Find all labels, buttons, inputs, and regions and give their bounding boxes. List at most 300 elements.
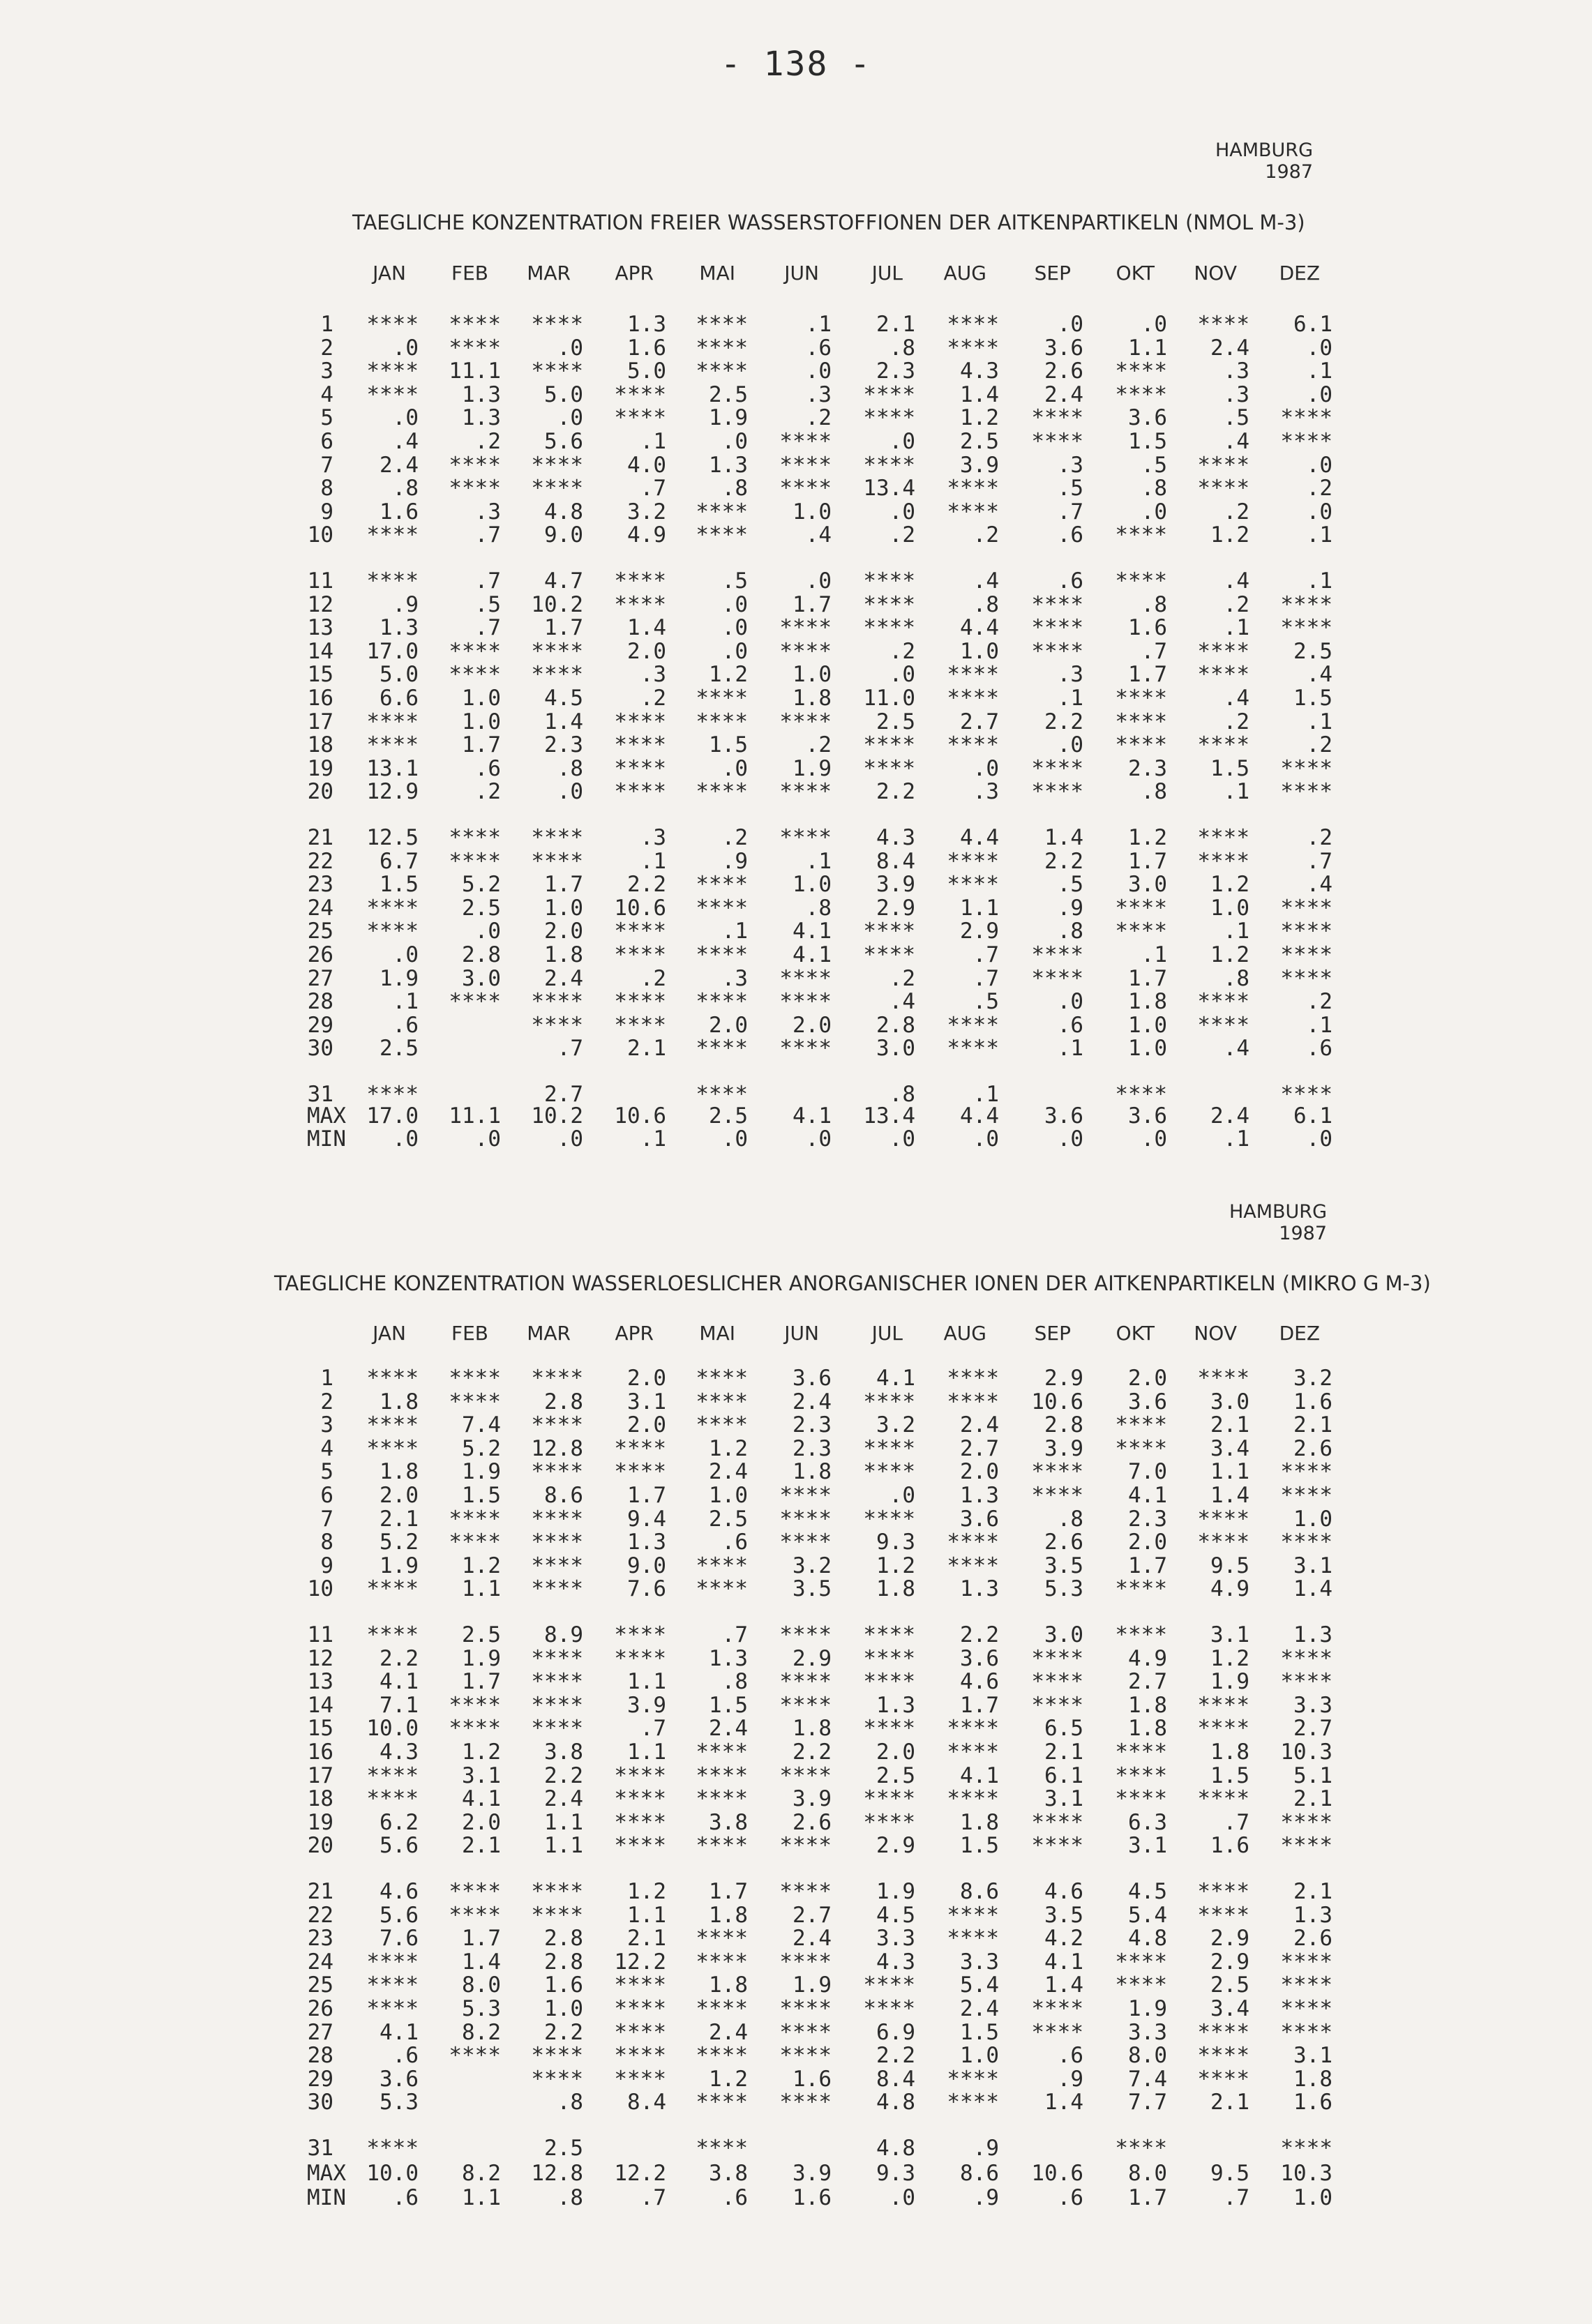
table-cell: **** bbox=[696, 1389, 748, 1414]
table-cell: .2 bbox=[721, 825, 748, 850]
table-cell: 1.6 bbox=[1128, 615, 1167, 641]
table-cell: 2.2 bbox=[793, 1740, 832, 1765]
table-cell: 8.4 bbox=[876, 848, 915, 874]
table-cell: 10.6 bbox=[1031, 1389, 1083, 1414]
table-cell: 2.0 bbox=[709, 1012, 748, 1038]
table-cell: **** bbox=[449, 452, 501, 478]
table-cell: 4.1 bbox=[793, 919, 832, 944]
table-cell: **** bbox=[449, 1506, 501, 1532]
table-cell: 3.1 bbox=[627, 1389, 666, 1414]
table-cell: **** bbox=[1115, 1972, 1167, 1998]
table-cell: 3.2 bbox=[1293, 1366, 1332, 1391]
table-cell: 8.9 bbox=[544, 1622, 583, 1647]
table-cell: **** bbox=[366, 1972, 419, 1998]
table-cell: 1.5 bbox=[960, 1833, 999, 1859]
table-cell: 3.3 bbox=[1128, 2019, 1167, 2045]
month-header: MAI bbox=[699, 262, 735, 285]
summary-cell: 3.6 bbox=[1128, 1103, 1167, 1129]
table-cell: 4.6 bbox=[1044, 1879, 1083, 1904]
table-cell: **** bbox=[947, 1740, 999, 1765]
table-cell: 1.1 bbox=[544, 1809, 583, 1835]
table-cell: **** bbox=[1115, 686, 1167, 711]
table-cell: 2.8 bbox=[1044, 1412, 1083, 1438]
table-cell: **** bbox=[1197, 1530, 1249, 1555]
table-cell: 3.2 bbox=[627, 499, 666, 525]
table-cell: 2.0 bbox=[627, 638, 666, 664]
table-cell: 4.5 bbox=[1128, 1879, 1167, 1904]
summary-cell: .1 bbox=[1223, 1126, 1249, 1152]
table-cell: 3.9 bbox=[876, 872, 915, 898]
table-cell: .3 bbox=[805, 382, 832, 407]
table-cell: .8 bbox=[721, 1669, 748, 1695]
table-cell: 1.6 bbox=[544, 1972, 583, 1998]
table-cell: .2 bbox=[889, 965, 915, 991]
table-cell: 1.9 bbox=[793, 1972, 832, 1998]
table-cell: **** bbox=[779, 476, 832, 501]
table-cell: 1.2 bbox=[709, 662, 748, 688]
table-cell: **** bbox=[1115, 1740, 1167, 1765]
table-cell: 1.0 bbox=[793, 662, 832, 688]
table-cell: .1 bbox=[973, 1082, 999, 1107]
day-label: 17 bbox=[307, 709, 333, 734]
table-cell: **** bbox=[1031, 405, 1083, 431]
table-cell: **** bbox=[863, 732, 915, 758]
day-label: 3 bbox=[320, 1412, 333, 1438]
table-cell: **** bbox=[531, 1902, 583, 1928]
month-header: JUL bbox=[871, 262, 903, 285]
table-cell: 1.6 bbox=[627, 335, 666, 361]
day-label: 15 bbox=[307, 662, 333, 688]
table-cell: **** bbox=[779, 1833, 832, 1859]
month-header: NOV bbox=[1194, 1322, 1237, 1345]
table-cell: .0 bbox=[889, 1483, 915, 1508]
table-cell: **** bbox=[366, 1949, 419, 1975]
table-cell: 3.6 bbox=[380, 2066, 419, 2092]
table-cell: **** bbox=[863, 568, 915, 594]
table-cell: **** bbox=[1280, 942, 1332, 967]
table-cell: 1.4 bbox=[544, 709, 583, 734]
summary-cell: 1.6 bbox=[793, 2185, 832, 2210]
table-cell: 2.3 bbox=[1128, 755, 1167, 781]
summary-cell: .7 bbox=[1223, 2185, 1249, 2210]
table-cell: **** bbox=[696, 1763, 748, 1788]
summary-cell: 1.7 bbox=[1128, 2185, 1167, 2210]
table-cell: 1.0 bbox=[1128, 1036, 1167, 1062]
table-cell: **** bbox=[531, 1412, 583, 1438]
table-cell: **** bbox=[614, 591, 666, 617]
table-cell: 2.1 bbox=[1044, 1740, 1083, 1765]
table-cell: 3.6 bbox=[793, 1366, 832, 1391]
table-cell: .9 bbox=[1057, 895, 1083, 921]
table-cell: 2.1 bbox=[1210, 1412, 1249, 1438]
table-cell: .2 bbox=[889, 638, 915, 664]
table-cell: .2 bbox=[1223, 591, 1249, 617]
table-cell: **** bbox=[614, 989, 666, 1015]
table-cell: **** bbox=[614, 1786, 666, 1812]
table-cell: **** bbox=[696, 779, 748, 805]
table-cell: **** bbox=[531, 2066, 583, 2092]
table-cell: **** bbox=[696, 1576, 748, 1602]
table-cell: 4.9 bbox=[1210, 1576, 1249, 1602]
table-cell: **** bbox=[863, 1506, 915, 1532]
table-cell: 10.2 bbox=[531, 591, 583, 617]
table-cell: 2.4 bbox=[793, 1926, 832, 1952]
table-cell: .4 bbox=[889, 989, 915, 1015]
table-cell: 1.8 bbox=[793, 1716, 832, 1742]
table-cell: 1.7 bbox=[1128, 1553, 1167, 1578]
table-cell: **** bbox=[449, 1879, 501, 1904]
summary-cell: 3.6 bbox=[1044, 1103, 1083, 1129]
table-cell: **** bbox=[1031, 1809, 1083, 1835]
table-cell: 4.1 bbox=[876, 1366, 915, 1391]
table-cell: 12.2 bbox=[614, 1949, 666, 1975]
table-cell: **** bbox=[863, 1459, 915, 1485]
table-cell: 8.2 bbox=[462, 2019, 501, 2045]
table-cell: 1.5 bbox=[709, 1692, 748, 1718]
table-cell: 3.1 bbox=[1293, 2043, 1332, 2069]
table-cell: .0 bbox=[805, 568, 832, 594]
table-cell: 7.7 bbox=[1128, 2090, 1167, 2115]
table-cell: 5.4 bbox=[960, 1972, 999, 1998]
day-label: 12 bbox=[307, 591, 333, 617]
table-cell: .7 bbox=[721, 1622, 748, 1647]
table-cell: 2.9 bbox=[1210, 1926, 1249, 1952]
table-cell: 2.0 bbox=[876, 1740, 915, 1765]
table-cell: 1.2 bbox=[1210, 522, 1249, 548]
table-cell: .1 bbox=[1306, 359, 1332, 384]
table-cell: **** bbox=[779, 1669, 832, 1695]
table-cell: **** bbox=[614, 1809, 666, 1835]
table-cell: 1.9 bbox=[793, 755, 832, 781]
table-cell: **** bbox=[1031, 2019, 1083, 2045]
table-cell: 1.3 bbox=[876, 1692, 915, 1718]
table-cell: 1.1 bbox=[627, 1902, 666, 1928]
table-cell: 7.4 bbox=[1128, 2066, 1167, 2092]
table-cell: 1.8 bbox=[1210, 1740, 1249, 1765]
day-label: 18 bbox=[307, 732, 333, 758]
table-cell: 2.2 bbox=[1044, 848, 1083, 874]
table-cell: 2.0 bbox=[793, 1012, 832, 1038]
table-cell: .7 bbox=[1306, 848, 1332, 874]
month-header: MAR bbox=[527, 1322, 571, 1345]
table-cell: 7.6 bbox=[627, 1576, 666, 1602]
table-cell: 1.3 bbox=[1293, 1622, 1332, 1647]
summary-cell: 1.0 bbox=[1293, 2185, 1332, 2210]
table-cell: 4.2 bbox=[1044, 1926, 1083, 1952]
table-cell: .0 bbox=[721, 638, 748, 664]
table-cell: .0 bbox=[1306, 335, 1332, 361]
table-cell: **** bbox=[1280, 1809, 1332, 1835]
table-cell: 2.5 bbox=[462, 895, 501, 921]
table-cell: 1.7 bbox=[1128, 848, 1167, 874]
table-cell: 1.1 bbox=[1128, 335, 1167, 361]
table-cell: 2.2 bbox=[876, 779, 915, 805]
table-cell: 2.8 bbox=[544, 1389, 583, 1414]
table-cell: **** bbox=[449, 825, 501, 850]
month-header: JAN bbox=[373, 1322, 406, 1345]
table-cell: 4.4 bbox=[960, 615, 999, 641]
table-cell: 2.3 bbox=[544, 732, 583, 758]
table-cell: .1 bbox=[805, 312, 832, 337]
table-cell: .7 bbox=[640, 1716, 666, 1742]
table-cell: 2.3 bbox=[793, 1435, 832, 1461]
table-cell: **** bbox=[696, 709, 748, 734]
table-cell: **** bbox=[779, 2090, 832, 2115]
table-cell: **** bbox=[1280, 755, 1332, 781]
table-cell: .1 bbox=[1057, 1036, 1083, 1062]
table-cell: **** bbox=[1031, 1645, 1083, 1671]
table-cell: 5.2 bbox=[380, 1530, 419, 1555]
table-cell: .3 bbox=[721, 965, 748, 991]
table-cell: **** bbox=[779, 452, 832, 478]
table-cell: 5.1 bbox=[1293, 1763, 1332, 1788]
table-cell: **** bbox=[531, 1716, 583, 1742]
day-label: 6 bbox=[320, 1483, 333, 1508]
table-cell: .1 bbox=[640, 848, 666, 874]
month-header: DEZ bbox=[1279, 262, 1320, 285]
table-cell: .1 bbox=[1306, 522, 1332, 548]
month-header: OKT bbox=[1116, 1322, 1155, 1345]
table-cell: .4 bbox=[973, 568, 999, 594]
month-header: FEB bbox=[451, 262, 488, 285]
table-cell: 6.3 bbox=[1128, 1809, 1167, 1835]
table-cell: **** bbox=[947, 1553, 999, 1578]
day-label: 9 bbox=[320, 1553, 333, 1578]
table-cell: 2.5 bbox=[1293, 638, 1332, 664]
table-cell: 1.9 bbox=[462, 1645, 501, 1671]
table-cell: 1.0 bbox=[793, 872, 832, 898]
table-cell: .2 bbox=[1306, 732, 1332, 758]
table-cell: 2.2 bbox=[380, 1645, 419, 1671]
table-cell: **** bbox=[779, 2019, 832, 2045]
table-cell: .3 bbox=[1057, 452, 1083, 478]
table-cell: 1.7 bbox=[1128, 662, 1167, 688]
table-cell: 1.9 bbox=[876, 1879, 915, 1904]
table-cell: **** bbox=[366, 1786, 419, 1812]
table-cell: 4.8 bbox=[1128, 1926, 1167, 1952]
table-cell: 3.1 bbox=[462, 1763, 501, 1788]
table-cell: **** bbox=[1115, 1949, 1167, 1975]
table-cell: 1.9 bbox=[709, 405, 748, 431]
table-cell: **** bbox=[366, 709, 419, 734]
table-cell: **** bbox=[696, 1786, 748, 1812]
table-cell: **** bbox=[779, 779, 832, 805]
summary-cell: 10.6 bbox=[1031, 2161, 1083, 2186]
table-cell: **** bbox=[531, 1366, 583, 1391]
table-cell: 6.7 bbox=[380, 848, 419, 874]
table-cell: **** bbox=[1197, 312, 1249, 337]
table-cell: 1.6 bbox=[1293, 2090, 1332, 2115]
table-cell: .0 bbox=[721, 755, 748, 781]
table-cell: 2.0 bbox=[1128, 1366, 1167, 1391]
table-cell: .0 bbox=[721, 591, 748, 617]
table-cell: 2.5 bbox=[544, 2136, 583, 2161]
summary-cell: .0 bbox=[721, 1126, 748, 1152]
table-cell: 1.0 bbox=[709, 1483, 748, 1508]
table-cell: .1 bbox=[805, 848, 832, 874]
table-cell: **** bbox=[1197, 1012, 1249, 1038]
table-cell: 1.8 bbox=[709, 1902, 748, 1928]
table-cell: **** bbox=[449, 989, 501, 1015]
table-cell: .4 bbox=[1223, 429, 1249, 454]
table-cell: **** bbox=[1115, 2136, 1167, 2161]
table-cell: 1.5 bbox=[380, 872, 419, 898]
table-cell: 1.7 bbox=[544, 872, 583, 898]
table-cell: **** bbox=[1197, 989, 1249, 1015]
table-cell: 1.2 bbox=[1128, 825, 1167, 850]
day-label: 23 bbox=[307, 872, 333, 898]
table-cell: .7 bbox=[640, 476, 666, 501]
table-cell: **** bbox=[1280, 1996, 1332, 2021]
table-cell: .6 bbox=[1057, 568, 1083, 594]
table-cell: .0 bbox=[1306, 382, 1332, 407]
summary-label: MIN bbox=[307, 2185, 346, 2210]
day-label: 8 bbox=[320, 1530, 333, 1555]
table-cell: .1 bbox=[1223, 615, 1249, 641]
table-cell: **** bbox=[449, 1530, 501, 1555]
table-cell: **** bbox=[449, 662, 501, 688]
table-cell: **** bbox=[1115, 1763, 1167, 1788]
table-cell: **** bbox=[863, 452, 915, 478]
day-label: 27 bbox=[307, 965, 333, 991]
table-cell: .6 bbox=[721, 1530, 748, 1555]
page-number: - 138 - bbox=[720, 45, 872, 84]
table-cell: **** bbox=[1115, 1786, 1167, 1812]
day-label: 6 bbox=[320, 429, 333, 454]
table-cell: **** bbox=[1115, 359, 1167, 384]
table-cell: 6.6 bbox=[380, 686, 419, 711]
table-cell: 3.9 bbox=[793, 1786, 832, 1812]
day-label: 1 bbox=[320, 312, 333, 337]
table-cell: **** bbox=[449, 1716, 501, 1742]
table-cell: **** bbox=[1197, 452, 1249, 478]
table-cell: 1.9 bbox=[462, 1459, 501, 1485]
day-label: 30 bbox=[307, 1036, 333, 1062]
table-place-year: HAMBURG 1987 bbox=[1229, 1201, 1327, 1244]
table-cell: **** bbox=[366, 1412, 419, 1438]
table-cell: **** bbox=[696, 895, 748, 921]
table-cell: 1.8 bbox=[544, 942, 583, 967]
table-cell: 2.7 bbox=[793, 1902, 832, 1928]
table-cell: 2.4 bbox=[544, 1786, 583, 1812]
table-cell: .8 bbox=[721, 476, 748, 501]
table-cell: 2.0 bbox=[627, 1412, 666, 1438]
table-cell: 1.8 bbox=[380, 1389, 419, 1414]
day-label: 19 bbox=[307, 1809, 333, 1835]
table-cell: .6 bbox=[474, 755, 501, 781]
table-cell: 2.5 bbox=[462, 1622, 501, 1647]
table-cell: 1.5 bbox=[709, 732, 748, 758]
table-cell: **** bbox=[1031, 1483, 1083, 1508]
table-cell: 2.4 bbox=[544, 965, 583, 991]
table-cell: 2.5 bbox=[709, 1506, 748, 1532]
table-cell: **** bbox=[531, 476, 583, 501]
table-cell: 8.4 bbox=[876, 2066, 915, 2092]
table-cell: .8 bbox=[1141, 779, 1167, 805]
table-cell: **** bbox=[1280, 1082, 1332, 1107]
table-cell: .8 bbox=[973, 591, 999, 617]
day-label: 26 bbox=[307, 1996, 333, 2021]
day-label: 18 bbox=[307, 1786, 333, 1812]
table-cell: 1.2 bbox=[462, 1553, 501, 1578]
table-cell: .1 bbox=[392, 989, 419, 1015]
month-header: DEZ bbox=[1279, 1322, 1320, 1345]
table-cell: 7.0 bbox=[1128, 1459, 1167, 1485]
table-cell: **** bbox=[531, 452, 583, 478]
table-cell: 13.1 bbox=[366, 755, 419, 781]
table-cell: **** bbox=[1280, 591, 1332, 617]
day-label: 29 bbox=[307, 1012, 333, 1038]
table-cell: .1 bbox=[1306, 568, 1332, 594]
table-cell: **** bbox=[449, 1692, 501, 1718]
day-label: 24 bbox=[307, 895, 333, 921]
table-cell: 2.7 bbox=[960, 1435, 999, 1461]
table-cell: **** bbox=[1031, 755, 1083, 781]
table-cell: .8 bbox=[1141, 476, 1167, 501]
table-cell: .7 bbox=[973, 942, 999, 967]
table-cell: 2.5 bbox=[876, 1763, 915, 1788]
table-cell: **** bbox=[1031, 942, 1083, 967]
table-cell: **** bbox=[1031, 615, 1083, 641]
table-cell: .1 bbox=[1057, 686, 1083, 711]
table-cell: **** bbox=[1280, 405, 1332, 431]
table-cell: .0 bbox=[1057, 989, 1083, 1015]
table-cell: **** bbox=[863, 1645, 915, 1671]
day-label: 26 bbox=[307, 942, 333, 967]
table-cell: 2.2 bbox=[627, 872, 666, 898]
table-cell: .3 bbox=[474, 499, 501, 525]
table-cell: **** bbox=[1115, 522, 1167, 548]
table-cell: **** bbox=[366, 732, 419, 758]
table-cell: 1.6 bbox=[1210, 1833, 1249, 1859]
table-cell: **** bbox=[531, 1506, 583, 1532]
day-label: 5 bbox=[320, 405, 333, 431]
month-header: JUL bbox=[871, 1322, 903, 1345]
summary-cell: 10.2 bbox=[531, 1103, 583, 1129]
summary-cell: 4.1 bbox=[793, 1103, 832, 1129]
table-cell: 6.5 bbox=[1044, 1716, 1083, 1742]
day-label: 28 bbox=[307, 989, 333, 1015]
table-cell: **** bbox=[947, 872, 999, 898]
table-cell: **** bbox=[947, 2090, 999, 2115]
table-cell: **** bbox=[696, 2090, 748, 2115]
table-cell: .5 bbox=[721, 568, 748, 594]
table-cell: 1.3 bbox=[462, 382, 501, 407]
table-cell: **** bbox=[1280, 919, 1332, 944]
month-header: NOV bbox=[1194, 262, 1237, 285]
table-cell: 1.2 bbox=[1210, 1645, 1249, 1671]
table-cell: 1.8 bbox=[380, 1459, 419, 1485]
table-cell: **** bbox=[366, 1576, 419, 1602]
day-label: 20 bbox=[307, 1833, 333, 1859]
table-cell: .7 bbox=[1223, 1809, 1249, 1835]
table-cell: 6.1 bbox=[1044, 1763, 1083, 1788]
table-cell: **** bbox=[1031, 779, 1083, 805]
table-cell: .2 bbox=[474, 429, 501, 454]
table-cell: 5.3 bbox=[380, 2090, 419, 2115]
table-cell: **** bbox=[1115, 895, 1167, 921]
summary-cell: .0 bbox=[1306, 1126, 1332, 1152]
table-cell: .2 bbox=[640, 686, 666, 711]
table-cell: .7 bbox=[1057, 499, 1083, 525]
table-cell: .6 bbox=[1306, 1036, 1332, 1062]
table-cell: 3.5 bbox=[793, 1576, 832, 1602]
table-cell: 2.1 bbox=[627, 1036, 666, 1062]
table-cell: 1.2 bbox=[709, 1435, 748, 1461]
table-cell: 2.1 bbox=[1293, 1786, 1332, 1812]
table-cell: 7.1 bbox=[380, 1692, 419, 1718]
table-cell: 4.3 bbox=[960, 359, 999, 384]
